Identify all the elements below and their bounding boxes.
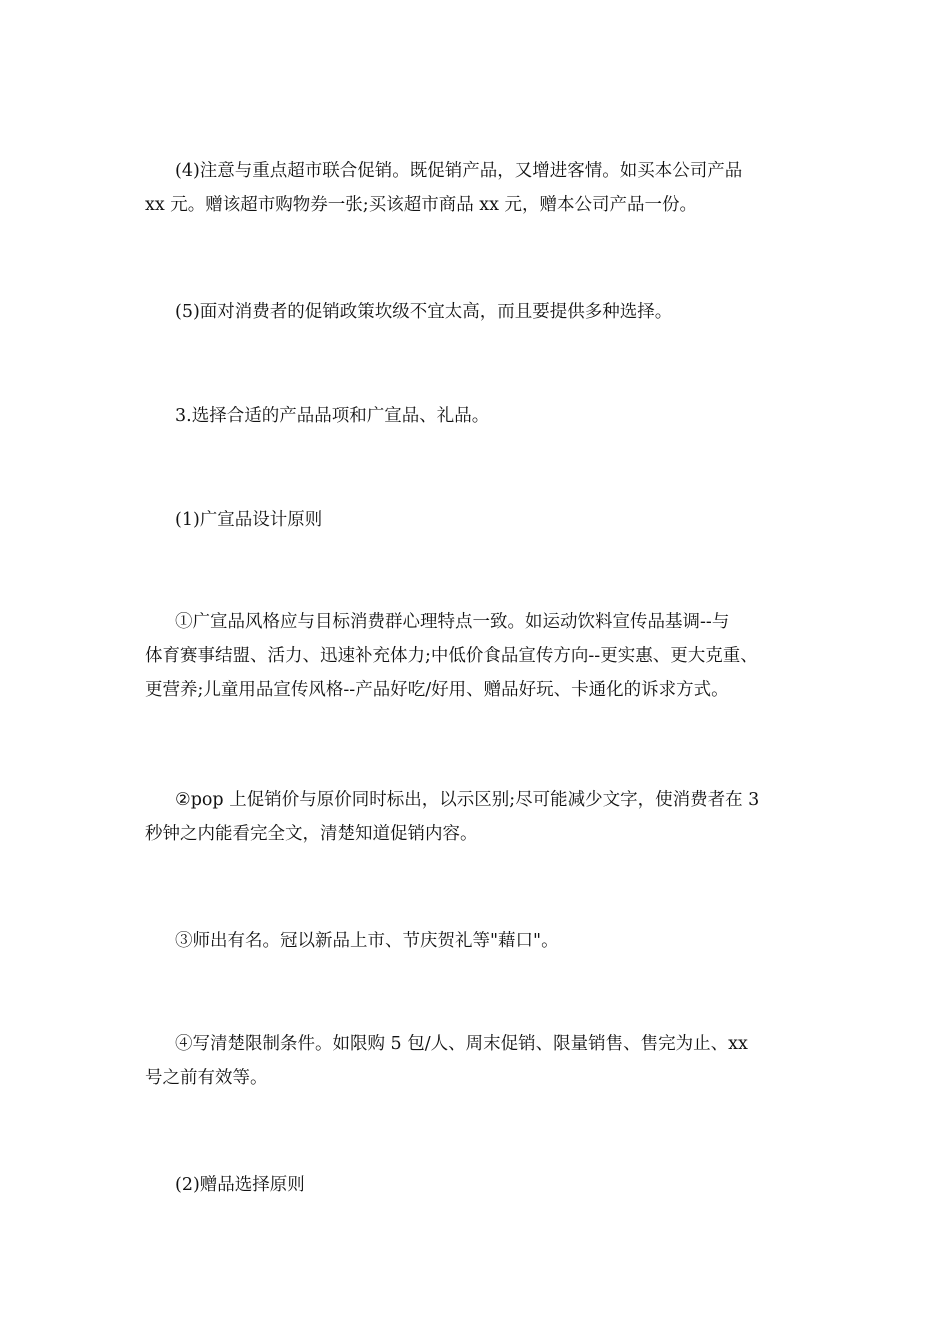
text-line: ③师出有名。冠以新品上市、节庆贺礼等"藉口"。 — [175, 931, 559, 951]
paragraph-item-4 — [145, 154, 815, 222]
text-line: ②pop 上促销价与原价同时标出，以示区别;尽可能减少文字，使消费者在 3 — [175, 790, 760, 810]
text-line: (1)广宣品设计原则 — [175, 510, 323, 530]
principle-item-4 — [145, 1027, 815, 1095]
principle-item-1 — [145, 605, 815, 707]
text-line: ④写清楚限制条件。如限购 5 包/人、周末促销、限量销售、售完为止、xx — [175, 1034, 748, 1054]
principle-item-2 — [145, 783, 815, 851]
text-line: 更营养;儿童用品宣传风格--产品好吃/好用、赠品好玩、卡通化的诉求方式。 — [145, 680, 729, 700]
text-line: (4)注意与重点超市联合促销。既促销产品，又增进客情。如买本公司产品 — [175, 161, 743, 181]
principle-item-3 — [145, 924, 815, 958]
text-line: 3.选择合适的产品品项和广宣品、礼品。 — [175, 406, 490, 426]
text-line: (2)赠品选择原则 — [175, 1175, 305, 1195]
text-line: 号之前有效等。 — [145, 1068, 268, 1088]
text-line: 秒钟之内能看完全文，清楚知道促销内容。 — [145, 824, 478, 844]
paragraph-item-5 — [145, 295, 815, 329]
subsection-heading-promo-design — [145, 503, 815, 537]
section-heading-3 — [145, 399, 815, 433]
text-line: (5)面对消费者的促销政策坎级不宜太高，而且要提供多种选择。 — [175, 302, 673, 322]
text-line: xx 元。赠该超市购物券一张;买该超市商品 xx 元，赠本公司产品一份。 — [145, 195, 698, 215]
text-line: 体育赛事结盟、活力、迅速补充体力;中低价食品宣传方向--更实惠、更大克重、 — [145, 646, 758, 666]
subsection-heading-gift-selection — [145, 1168, 815, 1202]
text-line: ①广宣品风格应与目标消费群心理特点一致。如运动饮料宣传品基调--与 — [175, 612, 730, 632]
